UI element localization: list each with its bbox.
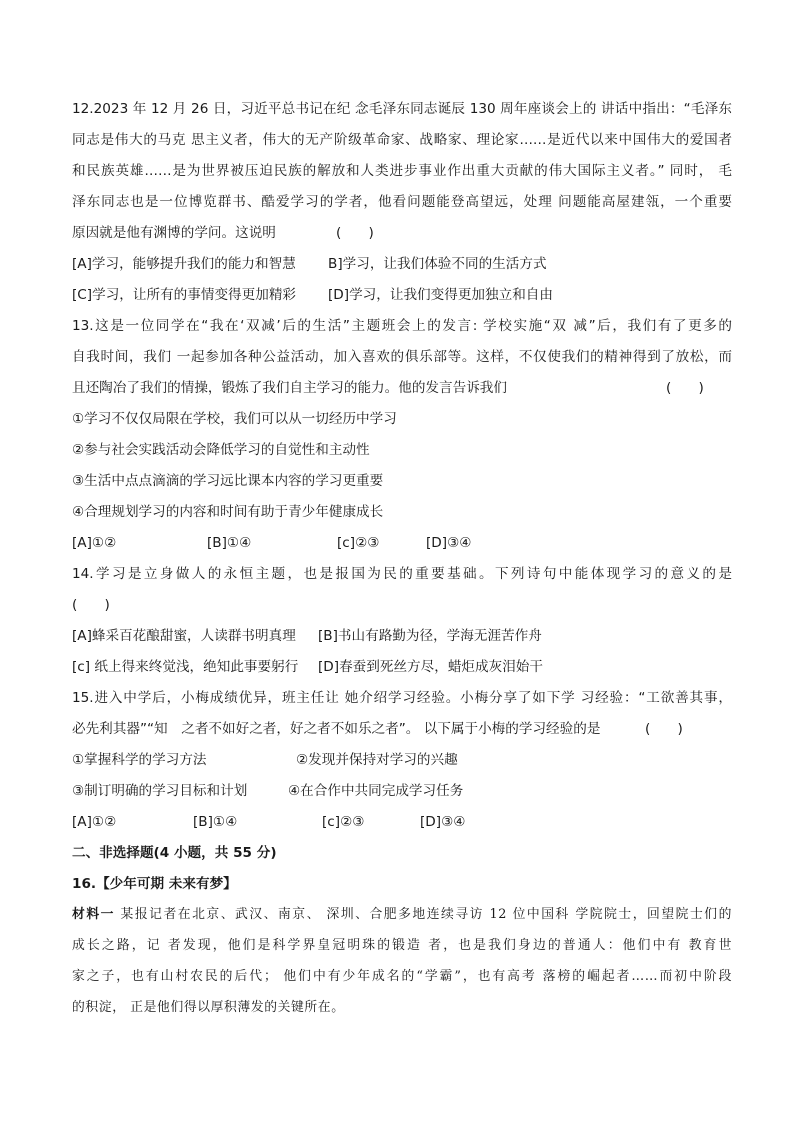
q12-option-c: [C]学习，让所有的事情变得更加精彩 — [72, 287, 297, 303]
q14-option-c: [c] 纸上得来终觉浅，绝知此事要躬行 — [72, 659, 299, 675]
q12-stem-line-1: 12.2023 年 12 月 26 日，习近平总书记在纪 念毛泽东同志诞辰 130 周年座谈会上的 讲话中指出：“毛泽东 — [72, 101, 732, 117]
q16-material-line-3: 家之子，也有山村农民的后代； 他们中有少年成名的“学霸”，也有高考 落榜的崛起者……而初中阶段 — [72, 969, 732, 984]
q15-stem-line-1: 15.进入中学后，小梅成绩优异，班主任让 她介绍学习经验。小梅分享了如下学 习经验：“工欲善其事， — [72, 690, 732, 706]
q12-option-b: B]学习，让我们体验不同的生活方式 — [328, 256, 547, 272]
q13-item-1: ①学习不仅仅局限在学校，我们可以从一切经历中学习 — [72, 411, 397, 427]
q12-stem-line-3: 和民族英雄……是为世界被压迫民族的解放和人类进步事业作出重大贡献的伟大国际主义者。” 同时， 毛 — [72, 163, 732, 179]
q13-option-a: [A]①② — [72, 535, 117, 551]
q15-stem-line-2: 必先利其器”“知 之者不如好之者，好之者不如乐之者”。 以下属于小梅的学习经验的是 — [72, 721, 601, 737]
q15-item-1: ①掌握科学的学习方法 — [72, 752, 207, 768]
q13-stem-line-1: 13.这是一位同学在“我在‘双减’后的生活”主题班会上的发言: 学校实施“双 减”后，我们有了更多的 — [72, 318, 732, 334]
q12-stem-line-2: 同志是伟大的马克 思主义者，伟大的无产阶级革命家、战略家、理论家……是近代以来中国伟大的爱国者 — [72, 132, 732, 148]
q15-option-b: [B]①④ — [193, 814, 238, 830]
q14-option-a: [A]蜂采百花酿甜蜜，人读群书明真理 — [72, 628, 296, 644]
q13-answer-paren: ( ) — [666, 380, 704, 396]
q16-material-line-4: 的积淀， 正是他们得以厚积薄发的关键所在。 — [72, 1000, 345, 1015]
q12-stem-line-4: 泽东同志也是一位博览群书、酷爱学习的学者，他看问题能登高望远，处理 问题能高屋建瓴，一个重要 — [72, 194, 732, 210]
q15-option-a: [A]①② — [72, 814, 117, 830]
q13-stem-line-2: 自我时间，我们 一起参加各种公益活动，加入喜欢的俱乐部等。这样，不仅使我们的精神得到了放松，而 — [72, 349, 732, 365]
q14-option-b: [B]书山有路勤为径，学海无涯苦作舟 — [318, 628, 542, 644]
q15-item-3: ③制订明确的学习目标和计划 — [72, 783, 248, 799]
q15-item-4: ④在合作中共同完成学习任务 — [288, 783, 464, 799]
q15-item-2: ②发现并保持对学习的兴趣 — [296, 752, 458, 768]
q16-title: 16.【少年可期 未来有梦】 — [72, 876, 237, 892]
q13-option-b: [B]①④ — [207, 535, 252, 551]
q13-option-c: [c]②③ — [337, 535, 380, 551]
q14-stem: 14.学习是立身做人的永恒主题，也是报国为民的重要基础。下列诗句中能体现学习的意义的是 — [72, 566, 732, 582]
q13-option-d: [D]③④ — [426, 535, 472, 551]
q15-option-c: [c]②③ — [322, 814, 365, 830]
q16-material-line-2: 成长之路，记 者发现，他们是科学界皇冠明珠的锻造 者，也是我们身边的普通人：他们中有 教育世 — [72, 938, 732, 953]
q14-option-d: [D]春蚕到死丝方尽，蜡炬成灰泪始干 — [318, 659, 543, 675]
q12-option-a: [A]学习，能够提升我们的能力和智慧 — [72, 256, 296, 272]
q13-stem-line-3: 且还陶冶了我们的情操，锻炼了我们自主学习的能力。他的发言告诉我们 — [72, 380, 507, 396]
q16-material-line-1 — [72, 905, 732, 925]
q12-option-d: [D]学习，让我们变得更加独立和自由 — [328, 287, 553, 303]
material-label: 材料一 — [72, 907, 115, 922]
q12-stem-line-5: 原因就是他有渊博的学问。这说明 — [72, 225, 276, 241]
section-heading: 二、非选择题(4 小题，共 55 分) — [72, 845, 277, 861]
q14-answer-paren: ( ) — [72, 597, 110, 613]
q12-answer-paren: ( ) — [336, 225, 374, 241]
q13-item-4: ④合理规划学习的内容和时间有助于青少年健康成长 — [72, 504, 384, 520]
q13-item-3: ③生活中点点滴滴的学习远比课本内容的学习更重要 — [72, 473, 384, 489]
material-text-1: 某报记者在北京、武汉、南京、 深圳、合肥多地连续寻访 12 位中国科 学院院士，回望院士们的 — [114, 907, 732, 922]
q15-answer-paren: ( ) — [645, 721, 683, 737]
q15-option-d: [D]③④ — [420, 814, 466, 830]
q13-item-2: ②参与社会实践活动会降低学习的自觉性和主动性 — [72, 442, 370, 458]
